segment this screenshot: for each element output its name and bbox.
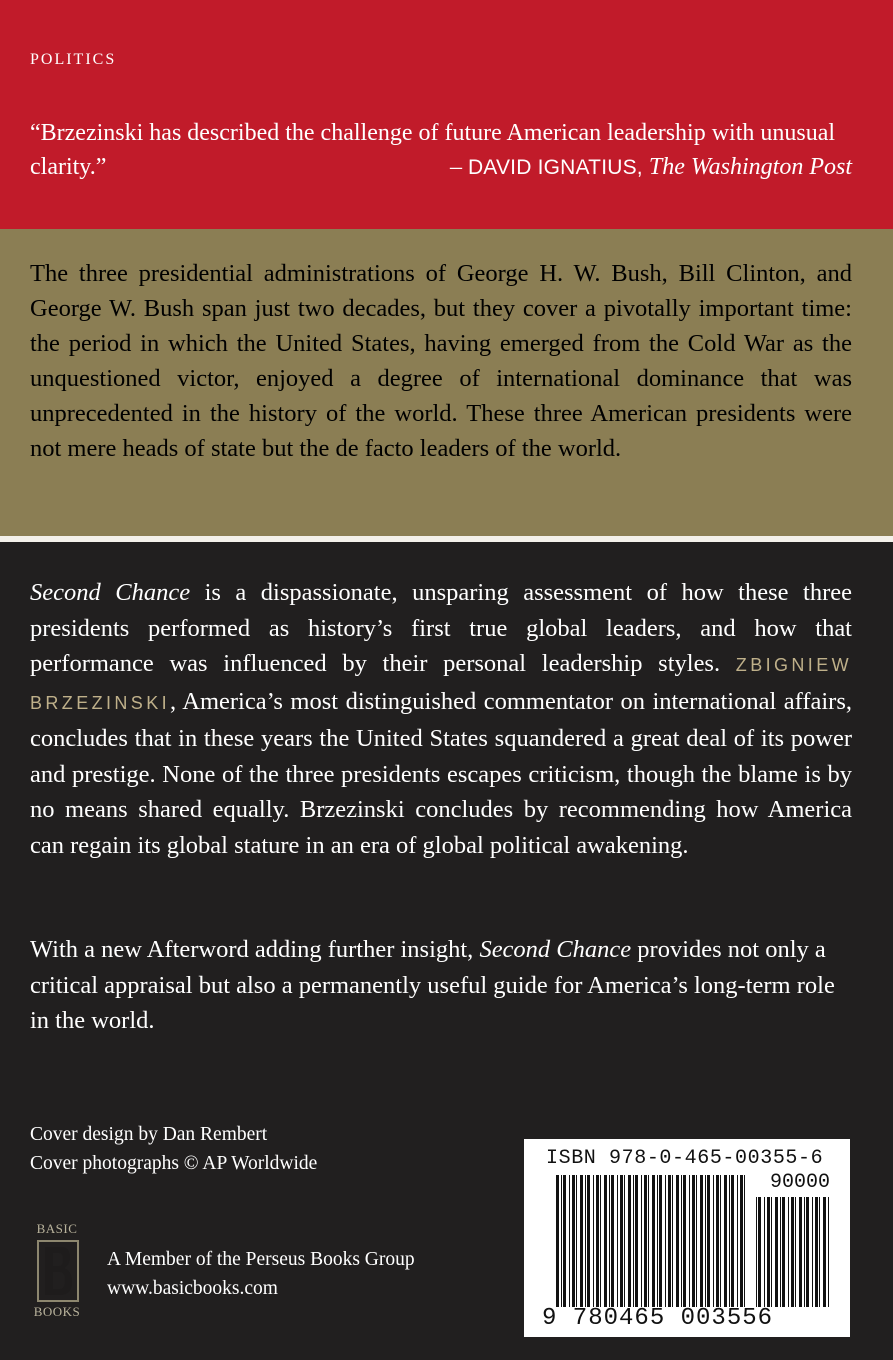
barcode-bar: [812, 1197, 813, 1307]
barcode-bar: [585, 1175, 586, 1307]
barcode-bar: [596, 1175, 599, 1307]
barcode-bar: [700, 1175, 703, 1307]
barcode-bar: [780, 1197, 781, 1307]
barcode-bar: [823, 1197, 826, 1307]
barcode-bar: [707, 1175, 710, 1307]
description-text: provides not only a critical appraisal but also a permanently useful guide for America’s long-term role in the world.: [30, 936, 835, 1034]
barcode-bar: [587, 1175, 590, 1307]
barcode-bar: [788, 1197, 789, 1307]
book-title: Second Chance: [479, 936, 632, 963]
barcode-bar: [696, 1175, 697, 1307]
description-text: is a dispassionate, unsparing assessment of how these three presidents performed as history’s first true global leaders, and how that performance was influenced by their personal leadership styles.: [30, 579, 852, 677]
description-paragraph-1: [30, 575, 852, 863]
barcode-bar: [815, 1197, 818, 1307]
quote-panel: [0, 0, 893, 229]
barcode-bar: [633, 1175, 634, 1307]
barcode-bar: [764, 1197, 765, 1307]
barcode-bar: [648, 1175, 649, 1307]
barcode-bar: [644, 1175, 647, 1307]
publisher-info: [107, 1245, 415, 1303]
barcode-bar: [705, 1175, 706, 1307]
barcode-bar: [758, 1197, 761, 1307]
cover-credits: [30, 1120, 317, 1178]
barcode-bar: [652, 1175, 655, 1307]
barcode-bar: [569, 1175, 570, 1307]
barcode-bar: [600, 1175, 601, 1307]
photo-credit: Cover photographs © AP Worldwide: [30, 1153, 318, 1174]
barcode-bar: [819, 1197, 820, 1307]
attribution-name: DAVID IGNATIUS,: [467, 156, 643, 179]
barcode-bar: [804, 1197, 805, 1307]
barcode-bar: [628, 1175, 631, 1307]
barcode-bar: [641, 1175, 642, 1307]
barcode-bar: [657, 1175, 658, 1307]
barcode-bar: [668, 1175, 671, 1307]
publisher-logo: [26, 1221, 88, 1323]
barcode-bar: [692, 1175, 695, 1307]
b-letter-icon: [37, 1240, 79, 1302]
barcode-bar: [659, 1175, 662, 1307]
price-code: 90000: [769, 1171, 830, 1194]
logo-text-top: BASIC: [36, 1221, 78, 1236]
barcode-bar: [609, 1175, 610, 1307]
barcode-bar: [617, 1175, 618, 1307]
barcode-bar: [775, 1197, 778, 1307]
barcode-bar: [720, 1175, 721, 1307]
barcode-bar: [683, 1175, 686, 1307]
barcode-bar: [791, 1197, 794, 1307]
barcode-bar: [611, 1175, 614, 1307]
barcode-bar: [635, 1175, 638, 1307]
barcode-bar: [556, 1175, 559, 1307]
barcode-bar: [604, 1175, 607, 1307]
intro-paragraph: The three presidential administrations of George H. W. Bush, Bill Clinton, and George W. Bush span just two decades, but they cover a pivotally important time: the period in which the United States, having emerged from the Cold War as the unquestioned victor, enjoyed a degree of international dominance that was unprecedented in the history of the world. These three American presidents were not mere heads of state but the de facto leaders of the world.: [30, 260, 852, 462]
barcode-digits: 9 780465 003556: [542, 1305, 774, 1332]
barcode-bar: [672, 1175, 673, 1307]
barcode-bar: [771, 1197, 772, 1307]
barcode-bar: [561, 1175, 562, 1307]
barcode-bar: [593, 1175, 594, 1307]
quote-attribution: [450, 150, 852, 185]
isbn-label: ISBN 978-0-465-00355-6: [546, 1147, 824, 1170]
barcode-bar: [716, 1175, 719, 1307]
category-label: POLITICS: [30, 51, 117, 68]
barcode-bar: [624, 1175, 625, 1307]
description-paragraph-2: [30, 932, 852, 1039]
barcode-bar: [681, 1175, 682, 1307]
book-title: Second Chance: [30, 579, 191, 606]
barcode-bar: [782, 1197, 785, 1307]
barcode-bar: [740, 1175, 743, 1307]
barcode-bar: [737, 1175, 738, 1307]
barcode-bar: [729, 1175, 730, 1307]
barcode-bar: [689, 1175, 690, 1307]
endorsement-quote: “Brzezinski has described the challenge of future American leadership with unusual clarity.”: [30, 120, 836, 180]
barcode-bar: [744, 1175, 745, 1307]
description-text: With a new Afterword adding further insight,: [30, 936, 480, 963]
barcode-bar: [576, 1175, 577, 1307]
barcode-bar: [806, 1197, 809, 1307]
barcode-bar: [767, 1197, 770, 1307]
design-credit: Cover design by Dan Rembert: [30, 1124, 268, 1145]
barcode-bar: [572, 1175, 575, 1307]
barcode-bar: [828, 1197, 829, 1307]
logo-text-bottom: BOOKS: [33, 1304, 81, 1319]
barcode-bar: [799, 1197, 802, 1307]
isbn-barcode: [524, 1139, 850, 1337]
barcode-bar: [795, 1197, 796, 1307]
barcode-bar: [756, 1197, 757, 1307]
barcode-bar: [724, 1175, 727, 1307]
barcode-bar: [676, 1175, 679, 1307]
barcode-bar: [713, 1175, 714, 1307]
author-name: ZBIGNIEW BRZEZINSKI: [30, 655, 852, 713]
attribution-publication: The Washington Post: [648, 154, 852, 180]
publisher-member: A Member of the Perseus Books Group: [107, 1249, 415, 1270]
attribution-dash: –: [449, 154, 468, 180]
description-text: , America’s most distinguished commentator on international affairs, concludes that in these years the United States squandered a great deal of its power and prestige. None of the three presidents escapes criticism, though the blame is by no means shared equally. Brzezinski concludes by recommending how America can regain its global stature in an era of global political awakening.: [30, 687, 852, 859]
barcode-bar: [665, 1175, 666, 1307]
barcode-bar: [620, 1175, 623, 1307]
barcode-bar: [731, 1175, 734, 1307]
publisher-url: www.basicbooks.com: [107, 1278, 278, 1299]
barcode-bar: [563, 1175, 566, 1307]
barcode-bar: [580, 1175, 583, 1307]
